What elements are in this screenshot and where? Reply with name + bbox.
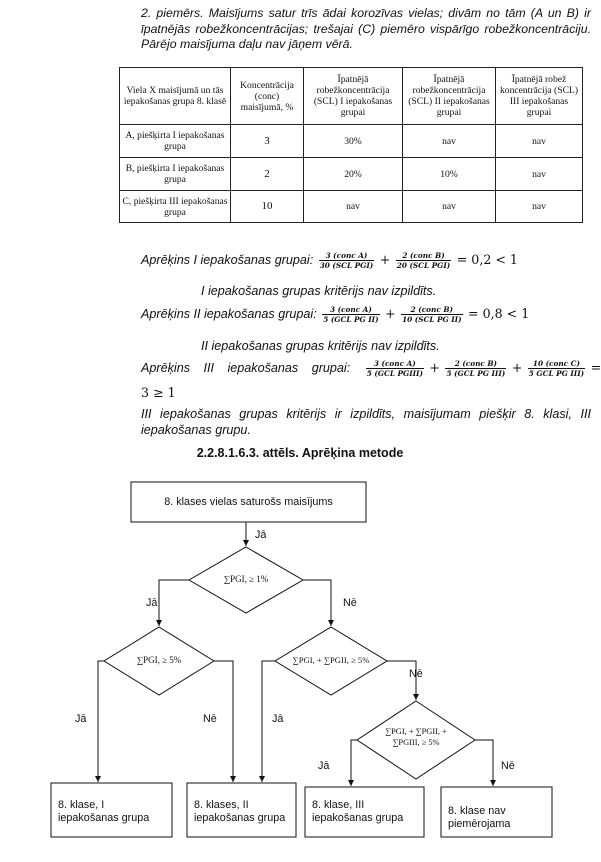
cell-substance: C, piešķirta III iepakošanas grupa (120, 191, 231, 223)
fraction-denominator: 5 (GCL PG III) (446, 369, 506, 378)
header-scl-pg1: Īpatnējā robežkoncentrācija (SCL) I iepakošanas grupai (304, 68, 403, 125)
fraction-denominator: 10 (SCL PG II) (402, 315, 462, 324)
decision-3-label: ∑PGI, + ∑PGII, ≥ 5% (292, 655, 370, 665)
table-row (120, 158, 583, 191)
edge-d4-yes (351, 740, 357, 786)
calc-pg2-fraction-a (322, 305, 379, 324)
header-scl-pg2: Īpatnējā robežkoncentrācija (SCL) II iepakošanas grupai (403, 68, 496, 125)
calc-pg3 (141, 359, 601, 378)
cell-scl-pg2: 10% (403, 158, 496, 191)
calc-pg3-result-value: 3 ≥ 1 (141, 385, 176, 400)
edge-d1-yes (159, 580, 189, 626)
edge-label-yes: Jā (146, 597, 158, 609)
edge-label-no: Nē (343, 597, 357, 609)
fraction-numerator: 2 (conc B) (445, 359, 506, 369)
decision-4-label: ∑PGI, + ∑PGII, + ∑PGIII, ≥ 5% (385, 727, 447, 747)
cell-scl-pg1: 20% (304, 158, 403, 191)
fraction-denominator: 5 GCL PG III) (528, 369, 585, 378)
calc-pg1-note: I iepakošanas grupas kritērijs nav izpildīts. (201, 284, 437, 298)
calc-pg3-fraction-a (366, 359, 424, 378)
cell-scl-pg1: nav (304, 191, 403, 223)
calc-pg2-label: Aprēķins II iepakošanas grupai: (141, 306, 317, 321)
header-substance: Viela X maisījumā un tās iepakošanas grupa 8. klasē (120, 68, 231, 125)
cell-scl-pg3: nav (496, 125, 583, 158)
calc-pg1 (141, 251, 518, 270)
start-label: 8. klases vielas saturošs maisījums (164, 496, 333, 508)
header-concentration: Koncentrācija (conc) maisījumā, % (231, 68, 304, 125)
header-scl-pg3: Īpatnējā robež koncentrācija (SCL) III iepakošanas grupai (496, 68, 583, 125)
table-header-row (120, 68, 583, 125)
cell-scl-pg3: nav (496, 191, 583, 223)
fraction-numerator: 10 (conc C) (528, 359, 585, 369)
table-row (120, 191, 583, 223)
fraction-numerator: 2 (conc B) (401, 305, 462, 315)
calc-pg3-label: Aprēķins III iepakošanas grupai: (141, 360, 351, 375)
substance-table (119, 67, 583, 223)
edge-label-yes: Jā (75, 713, 87, 725)
plus-sign: + (385, 305, 396, 321)
edge-d2-no (214, 661, 233, 782)
decision-1-label: ∑PGI, ≥ 1% (223, 574, 269, 584)
out-pg1-label: 8. klase, I iepakošanas grupa (58, 799, 150, 824)
calc-pg1-fraction-b (396, 251, 451, 270)
calc-pg1-fraction-a (319, 251, 374, 270)
plus-sign: + (511, 359, 523, 375)
edge-label-yes: Jā (255, 529, 267, 541)
cell-substance: A, piešķirta I iepakošanas grupa (120, 125, 231, 158)
out-na-label: 8. klase nav piemērojama (448, 805, 511, 830)
fraction-numerator: 3 (conc A) (319, 251, 374, 261)
edge-label-yes: Jā (272, 713, 284, 725)
plus-sign: + (379, 251, 391, 267)
calc-pg2 (141, 305, 529, 324)
calc-pg3-fraction-c (528, 359, 585, 378)
edge-label-no: Nē (203, 713, 217, 725)
table-row (120, 125, 583, 158)
edge-d4-no (475, 740, 493, 786)
intro-text: 2. piemērs. Maisījums satur trīs ādai korozīvas vielas; divām no tām (A un B) ir īpatnējās robežkoncentrācijas; trešajai (C) piemēro vispārīgo robežkoncentrāciju. Pārējo maisījuma daļu nav jāņem vērā. (141, 6, 591, 52)
cell-substance: B, piešķirta I iepakošanas grupa (120, 158, 231, 191)
out-pg2-label: 8. klases, II iepakošanas grupa (194, 799, 286, 824)
calc-pg3-formula (364, 359, 601, 378)
calc-pg1-result: = 0,2 < 1 (456, 251, 518, 267)
calc-pg1-label: Aprēķins I iepakošanas grupai: (141, 252, 314, 267)
calc-pg2-result: = 0,8 < 1 (468, 305, 530, 321)
cell-scl-pg1: 30% (304, 125, 403, 158)
cell-scl-pg3: nav (496, 158, 583, 191)
cell-concentration: 3 (231, 125, 304, 158)
conclusion-text: III iepakošanas grupas kritērijs ir izpildīts, maisījumam piešķir 8. klasi, III iepakošanas grupu. (141, 407, 591, 437)
edge-label-yes: Jā (318, 760, 330, 772)
calc-pg2-note: II iepakošanas grupas kritērijs nav izpildīts. (201, 339, 440, 353)
fraction-numerator: 2 (conc B) (396, 251, 451, 261)
cell-concentration: 2 (231, 158, 304, 191)
fraction-numerator: 3 (conc A) (366, 359, 424, 369)
out-pg3-label: 8. klase, III iepakošanas grupa (312, 799, 404, 824)
edge-d3-no (387, 661, 416, 700)
edge-d2-yes (98, 661, 104, 782)
plus-sign: + (429, 359, 440, 375)
cell-scl-pg2: nav (403, 191, 496, 223)
figure-title: 2.2.8.1.6.3. attēls. Aprēķina metode (196, 446, 404, 460)
fraction-denominator: 5 (GCL PGIII) (366, 369, 423, 378)
calc-pg3-fraction-b (445, 359, 506, 378)
calc-pg3-equals: = (590, 359, 601, 375)
edge-label-no: Nē (409, 668, 423, 680)
cell-concentration: 10 (231, 191, 304, 223)
decision-2-label: ∑PGI, ≥ 5% (136, 655, 182, 665)
cell-scl-pg2: nav (403, 125, 496, 158)
fraction-denominator: 5 (GCL PG II) (323, 315, 379, 324)
calc-pg3-result (141, 385, 176, 401)
example-intro (141, 6, 591, 53)
fraction-numerator: 3 (conc A) (322, 305, 379, 315)
fraction-denominator: 20 (SCL PGI) (396, 261, 451, 270)
calc-pg2-fraction-b (401, 305, 462, 324)
edge-d1-no (303, 580, 331, 626)
edge-label-no: Nē (501, 760, 515, 772)
fraction-denominator: 30 (SCL PGI) (319, 261, 374, 270)
